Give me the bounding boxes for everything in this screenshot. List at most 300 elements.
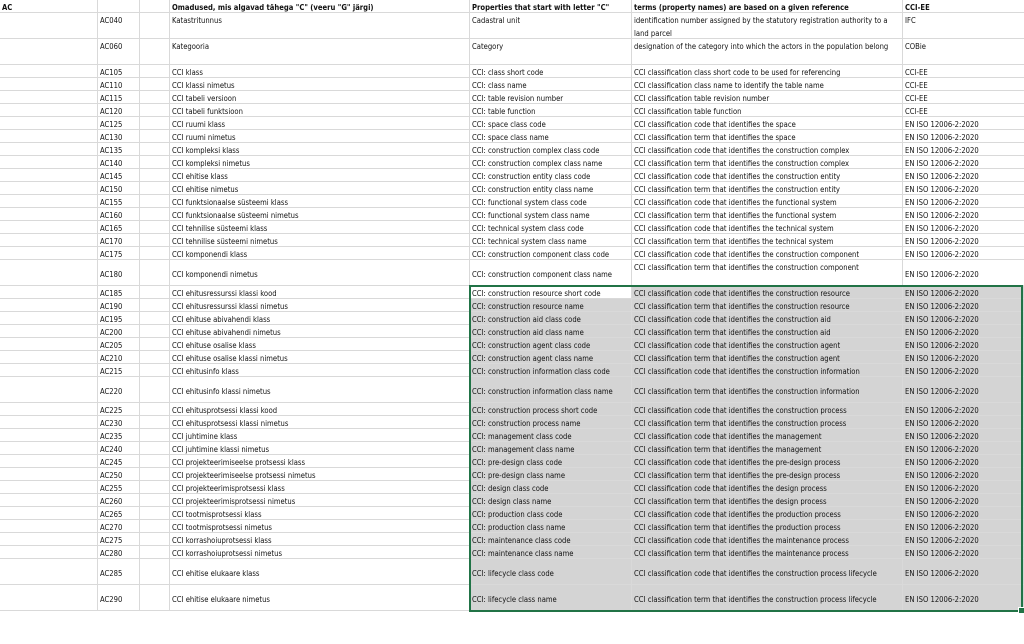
table-row[interactable]	[0, 507, 1024, 520]
cell-english-name[interactable]: CCI: table revision number	[470, 91, 632, 103]
cell-c[interactable]	[140, 221, 170, 233]
table-row[interactable]	[0, 260, 1024, 286]
cell-english-name[interactable]: CCI: space class name	[470, 130, 632, 142]
cell-definition[interactable]: CCI classification table function	[632, 104, 903, 116]
cell-definition[interactable]: CCI classification code that identifies the production process	[632, 507, 903, 519]
cell-estonian-name[interactable]: CCI tootmisprotsessi klass	[170, 507, 470, 519]
cell-estonian-name[interactable]: CCI tehnilise süsteemi nimetus	[170, 234, 470, 246]
table-row[interactable]	[0, 520, 1024, 533]
cell-definition[interactable]: CCI classification term that identifies the construction component	[632, 260, 903, 285]
cell-c[interactable]	[140, 130, 170, 142]
cell-english-name[interactable]: CCI: construction process name	[470, 416, 632, 428]
cell-a[interactable]	[0, 13, 98, 38]
cell-estonian-name[interactable]: CCI ehitusressurssi klassi nimetus	[170, 299, 470, 311]
table-row[interactable]	[0, 156, 1024, 169]
cell-c[interactable]	[140, 169, 170, 181]
cell-c[interactable]	[140, 143, 170, 155]
cell-estonian-name[interactable]: CCI ehitusressurssi klassi kood	[170, 286, 470, 298]
cell-estonian-name[interactable]: CCI tabeli versioon	[170, 91, 470, 103]
cell-a[interactable]	[0, 130, 98, 142]
cell-definition[interactable]: CCI classification code that identifies the technical system	[632, 221, 903, 233]
cell-english-name[interactable]: CCI: management class name	[470, 442, 632, 454]
cell-reference[interactable]: CCI-EE	[905, 107, 928, 116]
cell-definition[interactable]: CCI classification term that identifies the construction agent	[632, 351, 903, 363]
cell-code[interactable]: AC265	[98, 507, 140, 519]
cell-reference[interactable]: EN ISO 12006-2:2020	[905, 146, 979, 155]
cell-c[interactable]	[140, 91, 170, 103]
cell-estonian-name[interactable]: Kategooria	[170, 39, 470, 64]
cell-c[interactable]	[140, 312, 170, 324]
cell-code[interactable]: AC235	[98, 429, 140, 441]
cell-c[interactable]	[140, 520, 170, 532]
cell-code[interactable]: AC190	[98, 299, 140, 311]
cell-english-name[interactable]: CCI: class name	[470, 78, 632, 90]
cell-definition[interactable]: CCI classification term that identifies the construction complex	[632, 156, 903, 168]
cell-a[interactable]	[0, 403, 98, 415]
cell-c[interactable]	[140, 481, 170, 493]
cell-a[interactable]	[0, 208, 98, 220]
cell-estonian-name[interactable]: CCI tehnilise süsteemi klass	[170, 221, 470, 233]
header-cell-definition[interactable]: terms (property names) are based on a given reference	[632, 0, 903, 12]
cell-reference[interactable]: EN ISO 12006-2:2020	[903, 533, 1024, 545]
cell-english-name[interactable]: CCI: construction complex class name	[470, 156, 632, 168]
table-row[interactable]	[0, 377, 1024, 403]
table-row[interactable]	[0, 286, 1024, 299]
header-row[interactable]	[0, 0, 1024, 13]
cell-code[interactable]: AC180	[98, 260, 140, 285]
cell-a[interactable]	[0, 65, 98, 77]
cell-c[interactable]	[140, 156, 170, 168]
cell-code[interactable]: AC130	[98, 130, 140, 142]
table-row[interactable]	[0, 416, 1024, 429]
table-row[interactable]	[0, 117, 1024, 130]
cell-a[interactable]	[0, 338, 98, 350]
cell-definition[interactable]: CCI classification code that identifies the management	[632, 429, 903, 441]
cell-a[interactable]	[0, 221, 98, 233]
cell-estonian-name[interactable]: CCI funktsionaalse süsteemi nimetus	[170, 208, 470, 220]
cell-estonian-name[interactable]: CCI klass	[170, 65, 470, 77]
cell-estonian-name[interactable]: CCI ruumi klass	[170, 117, 470, 129]
cell-reference[interactable]: EN ISO 12006-2:2020	[905, 211, 979, 220]
cell-code[interactable]: AC200	[98, 325, 140, 337]
cell-reference[interactable]: EN ISO 12006-2:2020	[903, 455, 1024, 467]
cell-code[interactable]: AC175	[98, 247, 140, 259]
cell-english-name[interactable]: Cadastral unit	[470, 13, 632, 38]
cell-reference[interactable]: CCI-EE	[905, 68, 928, 77]
cell-c[interactable]	[140, 546, 170, 558]
cell-a[interactable]	[0, 351, 98, 363]
cell-a[interactable]	[0, 468, 98, 480]
table-row[interactable]	[0, 494, 1024, 507]
cell-reference[interactable]: EN ISO 12006-2:2020	[903, 585, 1024, 610]
cell-code[interactable]: AC285	[98, 559, 140, 584]
cell-definition[interactable]: CCI classification term that identifies the pre-design process	[632, 468, 903, 480]
cell-english-name[interactable]: CCI: construction component class name	[470, 260, 632, 285]
table-row[interactable]	[0, 546, 1024, 559]
cell-a[interactable]	[0, 546, 98, 558]
cell-reference[interactable]: EN ISO 12006-2:2020	[903, 494, 1024, 506]
table-row[interactable]	[0, 195, 1024, 208]
cell-english-name[interactable]: CCI: construction aid class code	[470, 312, 632, 324]
cell-a[interactable]	[0, 533, 98, 545]
cell-estonian-name[interactable]: CCI projekteerimiseelse protsessi klass	[170, 455, 470, 467]
table-row[interactable]	[0, 559, 1024, 585]
cell-c[interactable]	[140, 260, 170, 285]
cell-code[interactable]: AC040	[98, 13, 140, 38]
cell-a[interactable]	[0, 117, 98, 129]
cell-code[interactable]: AC145	[98, 169, 140, 181]
cell-estonian-name[interactable]: CCI ehitise klass	[170, 169, 470, 181]
cell-definition[interactable]: CCI classification term that identifies the construction process lifecycle	[632, 585, 903, 610]
cell-definition[interactable]: CCI classification term that identifies the functional system	[632, 208, 903, 220]
cell-reference[interactable]: EN ISO 12006-2:2020	[905, 120, 979, 129]
cell-a[interactable]	[0, 325, 98, 337]
cell-a[interactable]	[0, 481, 98, 493]
cell-reference[interactable]: EN ISO 12006-2:2020	[903, 286, 1024, 298]
cell-english-name[interactable]: CCI: construction entity class code	[470, 169, 632, 181]
cell-code[interactable]: AC155	[98, 195, 140, 207]
table-row[interactable]	[0, 468, 1024, 481]
cell-c[interactable]	[140, 286, 170, 298]
cell-estonian-name[interactable]: CCI projekteerimisprotsessi klass	[170, 481, 470, 493]
cell-a[interactable]	[0, 169, 98, 181]
cell-estonian-name[interactable]: CCI kompleksi klass	[170, 143, 470, 155]
table-row[interactable]	[0, 429, 1024, 442]
cell-c[interactable]	[140, 442, 170, 454]
cell-definition[interactable]: CCI classification term that identifies the construction information	[632, 377, 903, 402]
table-row[interactable]	[0, 130, 1024, 143]
cell-estonian-name[interactable]: CCI ehituse abivahendi klass	[170, 312, 470, 324]
table-row[interactable]	[0, 65, 1024, 78]
cell-reference[interactable]: IFC	[905, 16, 916, 25]
cell-reference[interactable]: EN ISO 12006-2:2020	[903, 559, 1024, 584]
cell-estonian-name[interactable]: CCI komponendi nimetus	[170, 260, 470, 285]
cell-a[interactable]	[0, 559, 98, 584]
cell-english-name[interactable]: Category	[470, 39, 632, 64]
cell-code[interactable]: AC195	[98, 312, 140, 324]
cell-english-name[interactable]: CCI: functional system class name	[470, 208, 632, 220]
cell-a[interactable]	[0, 260, 98, 285]
cell-c[interactable]	[140, 247, 170, 259]
cell-estonian-name[interactable]: CCI tootmisprotsessi nimetus	[170, 520, 470, 532]
cell-c[interactable]	[140, 416, 170, 428]
cell-definition[interactable]: CCI classification code that identifies the construction component	[632, 247, 903, 259]
table-row[interactable]	[0, 533, 1024, 546]
cell-a[interactable]	[0, 143, 98, 155]
cell-a[interactable]	[0, 195, 98, 207]
cell-a[interactable]	[0, 312, 98, 324]
cell-definition[interactable]: CCI classification code that identifies the construction process lifecycle	[632, 559, 903, 584]
cell-c[interactable]	[140, 455, 170, 467]
cell-definition[interactable]: CCI classification term that identifies the technical system	[632, 234, 903, 246]
cell-estonian-name[interactable]: CCI ehitise elukaare klass	[170, 559, 470, 584]
cell-c[interactable]	[140, 195, 170, 207]
header-cell-estonian[interactable]: Omadused, mis algavad tähega "C" (veeru "G" järgi)	[170, 0, 470, 12]
cell-estonian-name[interactable]: CCI ehitusprotsessi klassi kood	[170, 403, 470, 415]
table-row[interactable]	[0, 338, 1024, 351]
cell-code[interactable]: AC250	[98, 468, 140, 480]
cell-reference[interactable]: EN ISO 12006-2:2020	[905, 159, 979, 168]
cell-english-name[interactable]: CCI: design class name	[470, 494, 632, 506]
cell-c[interactable]	[140, 533, 170, 545]
cell-english-name[interactable]: CCI: functional system class code	[470, 195, 632, 207]
table-row[interactable]	[0, 585, 1024, 611]
cell-a[interactable]	[0, 416, 98, 428]
cell-estonian-name[interactable]: CCI kompleksi nimetus	[170, 156, 470, 168]
cell-reference[interactable]: EN ISO 12006-2:2020	[905, 250, 979, 259]
cell-definition[interactable]: identification number assigned by the statutory registration authority to a land parcel	[632, 13, 903, 38]
cell-c[interactable]	[140, 13, 170, 38]
cell-estonian-name[interactable]: CCI ehituse abivahendi nimetus	[170, 325, 470, 337]
cell-estonian-name[interactable]: CCI ehitusprotsessi klassi nimetus	[170, 416, 470, 428]
cell-definition[interactable]: CCI classification term that identifies the design process	[632, 494, 903, 506]
cell-code[interactable]: AC105	[98, 65, 140, 77]
cell-reference[interactable]: EN ISO 12006-2:2020	[905, 237, 979, 246]
cell-estonian-name[interactable]: Katastritunnus	[170, 13, 470, 38]
cell-estonian-name[interactable]: CCI funktsionaalse süsteemi klass	[170, 195, 470, 207]
cell-a[interactable]	[0, 585, 98, 610]
cell-reference[interactable]: EN ISO 12006-2:2020	[905, 185, 979, 194]
cell-definition[interactable]: CCI classification class short code to be used for referencing	[632, 65, 903, 77]
header-cell-c[interactable]	[140, 0, 170, 12]
cell-code[interactable]: AC280	[98, 546, 140, 558]
cell-reference[interactable]: COBie	[905, 42, 926, 51]
cell-code[interactable]: AC270	[98, 520, 140, 532]
table-row[interactable]	[0, 182, 1024, 195]
table-row[interactable]	[0, 39, 1024, 65]
cell-english-name[interactable]: CCI: construction component class code	[470, 247, 632, 259]
cell-english-name[interactable]: CCI: construction complex class code	[470, 143, 632, 155]
cell-reference[interactable]: EN ISO 12006-2:2020	[903, 338, 1024, 350]
cell-english-name[interactable]: CCI: pre-design class name	[470, 468, 632, 480]
cell-definition[interactable]: CCI classification code that identifies the functional system	[632, 195, 903, 207]
cell-definition[interactable]: designation of the category into which the actors in the population belong	[632, 39, 903, 64]
table-row[interactable]	[0, 13, 1024, 39]
table-row[interactable]	[0, 208, 1024, 221]
cell-code[interactable]: AC245	[98, 455, 140, 467]
cell-code[interactable]: AC170	[98, 234, 140, 246]
cell-estonian-name[interactable]: CCI ehitise elukaare nimetus	[170, 585, 470, 610]
cell-reference[interactable]: EN ISO 12006-2:2020	[905, 198, 979, 207]
table-row[interactable]	[0, 143, 1024, 156]
cell-english-name[interactable]: CCI: production class code	[470, 507, 632, 519]
header-cell-english[interactable]: Properties that start with letter "C"	[470, 0, 632, 12]
cell-code[interactable]: AC160	[98, 208, 140, 220]
cell-definition[interactable]: CCI classification term that identifies the production process	[632, 520, 903, 532]
cell-a[interactable]	[0, 377, 98, 402]
header-cell-b[interactable]	[98, 0, 140, 12]
table-row[interactable]	[0, 247, 1024, 260]
cell-reference[interactable]: EN ISO 12006-2:2020	[905, 270, 979, 279]
cell-definition[interactable]: CCI classification code that identifies the space	[632, 117, 903, 129]
cell-english-name[interactable]: CCI: construction process short code	[470, 403, 632, 415]
cell-english-name[interactable]: CCI: technical system class code	[470, 221, 632, 233]
cell-code[interactable]: AC125	[98, 117, 140, 129]
cell-c[interactable]	[140, 39, 170, 64]
cell-english-name[interactable]: CCI: construction resource name	[470, 299, 632, 311]
cell-reference[interactable]: EN ISO 12006-2:2020	[905, 172, 979, 181]
table-row[interactable]	[0, 325, 1024, 338]
table-row[interactable]	[0, 221, 1024, 234]
cell-c[interactable]	[140, 403, 170, 415]
cell-reference[interactable]: EN ISO 12006-2:2020	[903, 377, 1024, 402]
cell-c[interactable]	[140, 494, 170, 506]
cell-reference[interactable]: EN ISO 12006-2:2020	[903, 364, 1024, 376]
cell-c[interactable]	[140, 208, 170, 220]
cell-english-name[interactable]: CCI: management class code	[470, 429, 632, 441]
cell-estonian-name[interactable]: CCI ehitusinfo klassi nimetus	[170, 377, 470, 402]
cell-code[interactable]: AC115	[98, 91, 140, 103]
cell-code[interactable]: AC215	[98, 364, 140, 376]
cell-english-name[interactable]: CCI: space class code	[470, 117, 632, 129]
cell-c[interactable]	[140, 364, 170, 376]
cell-estonian-name[interactable]: CCI ehituse osalise klassi nimetus	[170, 351, 470, 363]
cell-estonian-name[interactable]: CCI juhtimine klassi nimetus	[170, 442, 470, 454]
cell-code[interactable]: AC185	[98, 286, 140, 298]
cell-c[interactable]	[140, 377, 170, 402]
cell-c[interactable]	[140, 585, 170, 610]
cell-reference[interactable]: EN ISO 12006-2:2020	[903, 468, 1024, 480]
cell-definition[interactable]: CCI classification table revision number	[632, 91, 903, 103]
cell-english-name[interactable]: CCI: pre-design class code	[470, 455, 632, 467]
cell-a[interactable]	[0, 364, 98, 376]
cell-definition[interactable]: CCI classification code that identifies the pre-design process	[632, 455, 903, 467]
cell-a[interactable]	[0, 247, 98, 259]
cell-code[interactable]: AC275	[98, 533, 140, 545]
cell-code[interactable]: AC230	[98, 416, 140, 428]
cell-estonian-name[interactable]: CCI klassi nimetus	[170, 78, 470, 90]
cell-code[interactable]: AC150	[98, 182, 140, 194]
cell-a[interactable]	[0, 507, 98, 519]
cell-c[interactable]	[140, 468, 170, 480]
cell-c[interactable]	[140, 325, 170, 337]
cell-a[interactable]	[0, 39, 98, 64]
cell-definition[interactable]: CCI classification class name to identify the table name	[632, 78, 903, 90]
cell-c[interactable]	[140, 429, 170, 441]
cell-code[interactable]: AC110	[98, 78, 140, 90]
table-row[interactable]	[0, 234, 1024, 247]
cell-reference[interactable]: EN ISO 12006-2:2020	[903, 325, 1024, 337]
cell-estonian-name[interactable]: CCI korrashoiuprotsessi klass	[170, 533, 470, 545]
cell-reference[interactable]: EN ISO 12006-2:2020	[903, 416, 1024, 428]
cell-definition[interactable]: CCI classification code that identifies the construction process	[632, 403, 903, 415]
table-row[interactable]	[0, 481, 1024, 494]
cell-estonian-name[interactable]: CCI tabeli funktsioon	[170, 104, 470, 116]
cell-a[interactable]	[0, 494, 98, 506]
cell-code[interactable]: AC225	[98, 403, 140, 415]
cell-reference[interactable]: CCI-EE	[905, 94, 928, 103]
cell-c[interactable]	[140, 507, 170, 519]
cell-code[interactable]: AC140	[98, 156, 140, 168]
cell-definition[interactable]: CCI classification term that identifies the construction aid	[632, 325, 903, 337]
cell-code[interactable]: AC290	[98, 585, 140, 610]
cell-c[interactable]	[140, 182, 170, 194]
cell-reference[interactable]: EN ISO 12006-2:2020	[905, 133, 979, 142]
table-row[interactable]	[0, 455, 1024, 468]
cell-c[interactable]	[140, 234, 170, 246]
cell-definition[interactable]: CCI classification code that identifies the construction complex	[632, 143, 903, 155]
cell-c[interactable]	[140, 559, 170, 584]
cell-definition[interactable]: CCI classification code that identifies the maintenance process	[632, 533, 903, 545]
cell-code[interactable]: AC120	[98, 104, 140, 116]
cell-english-name[interactable]: CCI: technical system class name	[470, 234, 632, 246]
cell-estonian-name[interactable]: CCI projekteerimiseelse protsessi nimetus	[170, 468, 470, 480]
cell-reference[interactable]: CCI-EE	[905, 81, 928, 90]
cell-english-name[interactable]: CCI: table function	[470, 104, 632, 116]
cell-definition[interactable]: CCI classification code that identifies the construction aid	[632, 312, 903, 324]
cell-english-name[interactable]: CCI: maintenance class code	[470, 533, 632, 545]
cell-estonian-name[interactable]: CCI ruumi nimetus	[170, 130, 470, 142]
cell-code[interactable]: AC165	[98, 221, 140, 233]
cell-english-name[interactable]: CCI: construction entity class name	[470, 182, 632, 194]
table-row[interactable]	[0, 91, 1024, 104]
cell-a[interactable]	[0, 299, 98, 311]
cell-code[interactable]: AC240	[98, 442, 140, 454]
cell-definition[interactable]: CCI classification term that identifies the maintenance process	[632, 546, 903, 558]
cell-estonian-name[interactable]: CCI ehitusinfo klass	[170, 364, 470, 376]
cell-estonian-name[interactable]: CCI projekteerimisprotsessi nimetus	[170, 494, 470, 506]
cell-reference[interactable]: EN ISO 12006-2:2020	[903, 546, 1024, 558]
cell-a[interactable]	[0, 91, 98, 103]
cell-definition[interactable]: CCI classification term that identifies the management	[632, 442, 903, 454]
cell-a[interactable]	[0, 234, 98, 246]
cell-english-name[interactable]: CCI: construction resource short code	[470, 286, 632, 298]
cell-definition[interactable]: CCI classification code that identifies the construction resource	[632, 286, 903, 298]
cell-english-name[interactable]: CCI: construction information class name	[470, 377, 632, 402]
cell-definition[interactable]: CCI classification term that identifies the space	[632, 130, 903, 142]
cell-c[interactable]	[140, 78, 170, 90]
cell-english-name[interactable]: CCI: construction aid class name	[470, 325, 632, 337]
cell-definition[interactable]: CCI classification code that identifies the design process	[632, 481, 903, 493]
cell-english-name[interactable]: CCI: design class code	[470, 481, 632, 493]
table-row[interactable]	[0, 442, 1024, 455]
table-row[interactable]	[0, 169, 1024, 182]
cell-definition[interactable]: CCI classification term that identifies the construction resource	[632, 299, 903, 311]
table-row[interactable]	[0, 78, 1024, 91]
cell-english-name[interactable]: CCI: construction agent class name	[470, 351, 632, 363]
table-row[interactable]	[0, 299, 1024, 312]
cell-english-name[interactable]: CCI: lifecycle class code	[470, 559, 632, 584]
cell-definition[interactable]: CCI classification term that identifies the construction entity	[632, 182, 903, 194]
cell-english-name[interactable]: CCI: maintenance class name	[470, 546, 632, 558]
cell-reference[interactable]: EN ISO 12006-2:2020	[903, 481, 1024, 493]
cell-a[interactable]	[0, 520, 98, 532]
table-row[interactable]	[0, 364, 1024, 377]
cell-reference[interactable]: EN ISO 12006-2:2020	[903, 403, 1024, 415]
cell-estonian-name[interactable]: CCI korrashoiuprotsessi nimetus	[170, 546, 470, 558]
cell-english-name[interactable]: CCI: construction information class code	[470, 364, 632, 376]
cell-c[interactable]	[140, 65, 170, 77]
cell-english-name[interactable]: CCI: production class name	[470, 520, 632, 532]
table-row[interactable]	[0, 312, 1024, 325]
cell-definition[interactable]: CCI classification term that identifies the construction process	[632, 416, 903, 428]
cell-estonian-name[interactable]: CCI komponendi klass	[170, 247, 470, 259]
cell-reference[interactable]: EN ISO 12006-2:2020	[903, 299, 1024, 311]
cell-a[interactable]	[0, 78, 98, 90]
cell-estonian-name[interactable]: CCI juhtimine klass	[170, 429, 470, 441]
table-row[interactable]	[0, 351, 1024, 364]
cell-reference[interactable]: EN ISO 12006-2:2020	[903, 442, 1024, 454]
cell-code[interactable]: AC205	[98, 338, 140, 350]
cell-c[interactable]	[140, 351, 170, 363]
cell-estonian-name[interactable]: CCI ehituse osalise klass	[170, 338, 470, 350]
cell-a[interactable]	[0, 442, 98, 454]
cell-code[interactable]: AC210	[98, 351, 140, 363]
cell-a[interactable]	[0, 156, 98, 168]
cell-c[interactable]	[140, 104, 170, 116]
cell-english-name[interactable]: CCI: construction agent class code	[470, 338, 632, 350]
cell-definition[interactable]: CCI classification code that identifies the construction information	[632, 364, 903, 376]
